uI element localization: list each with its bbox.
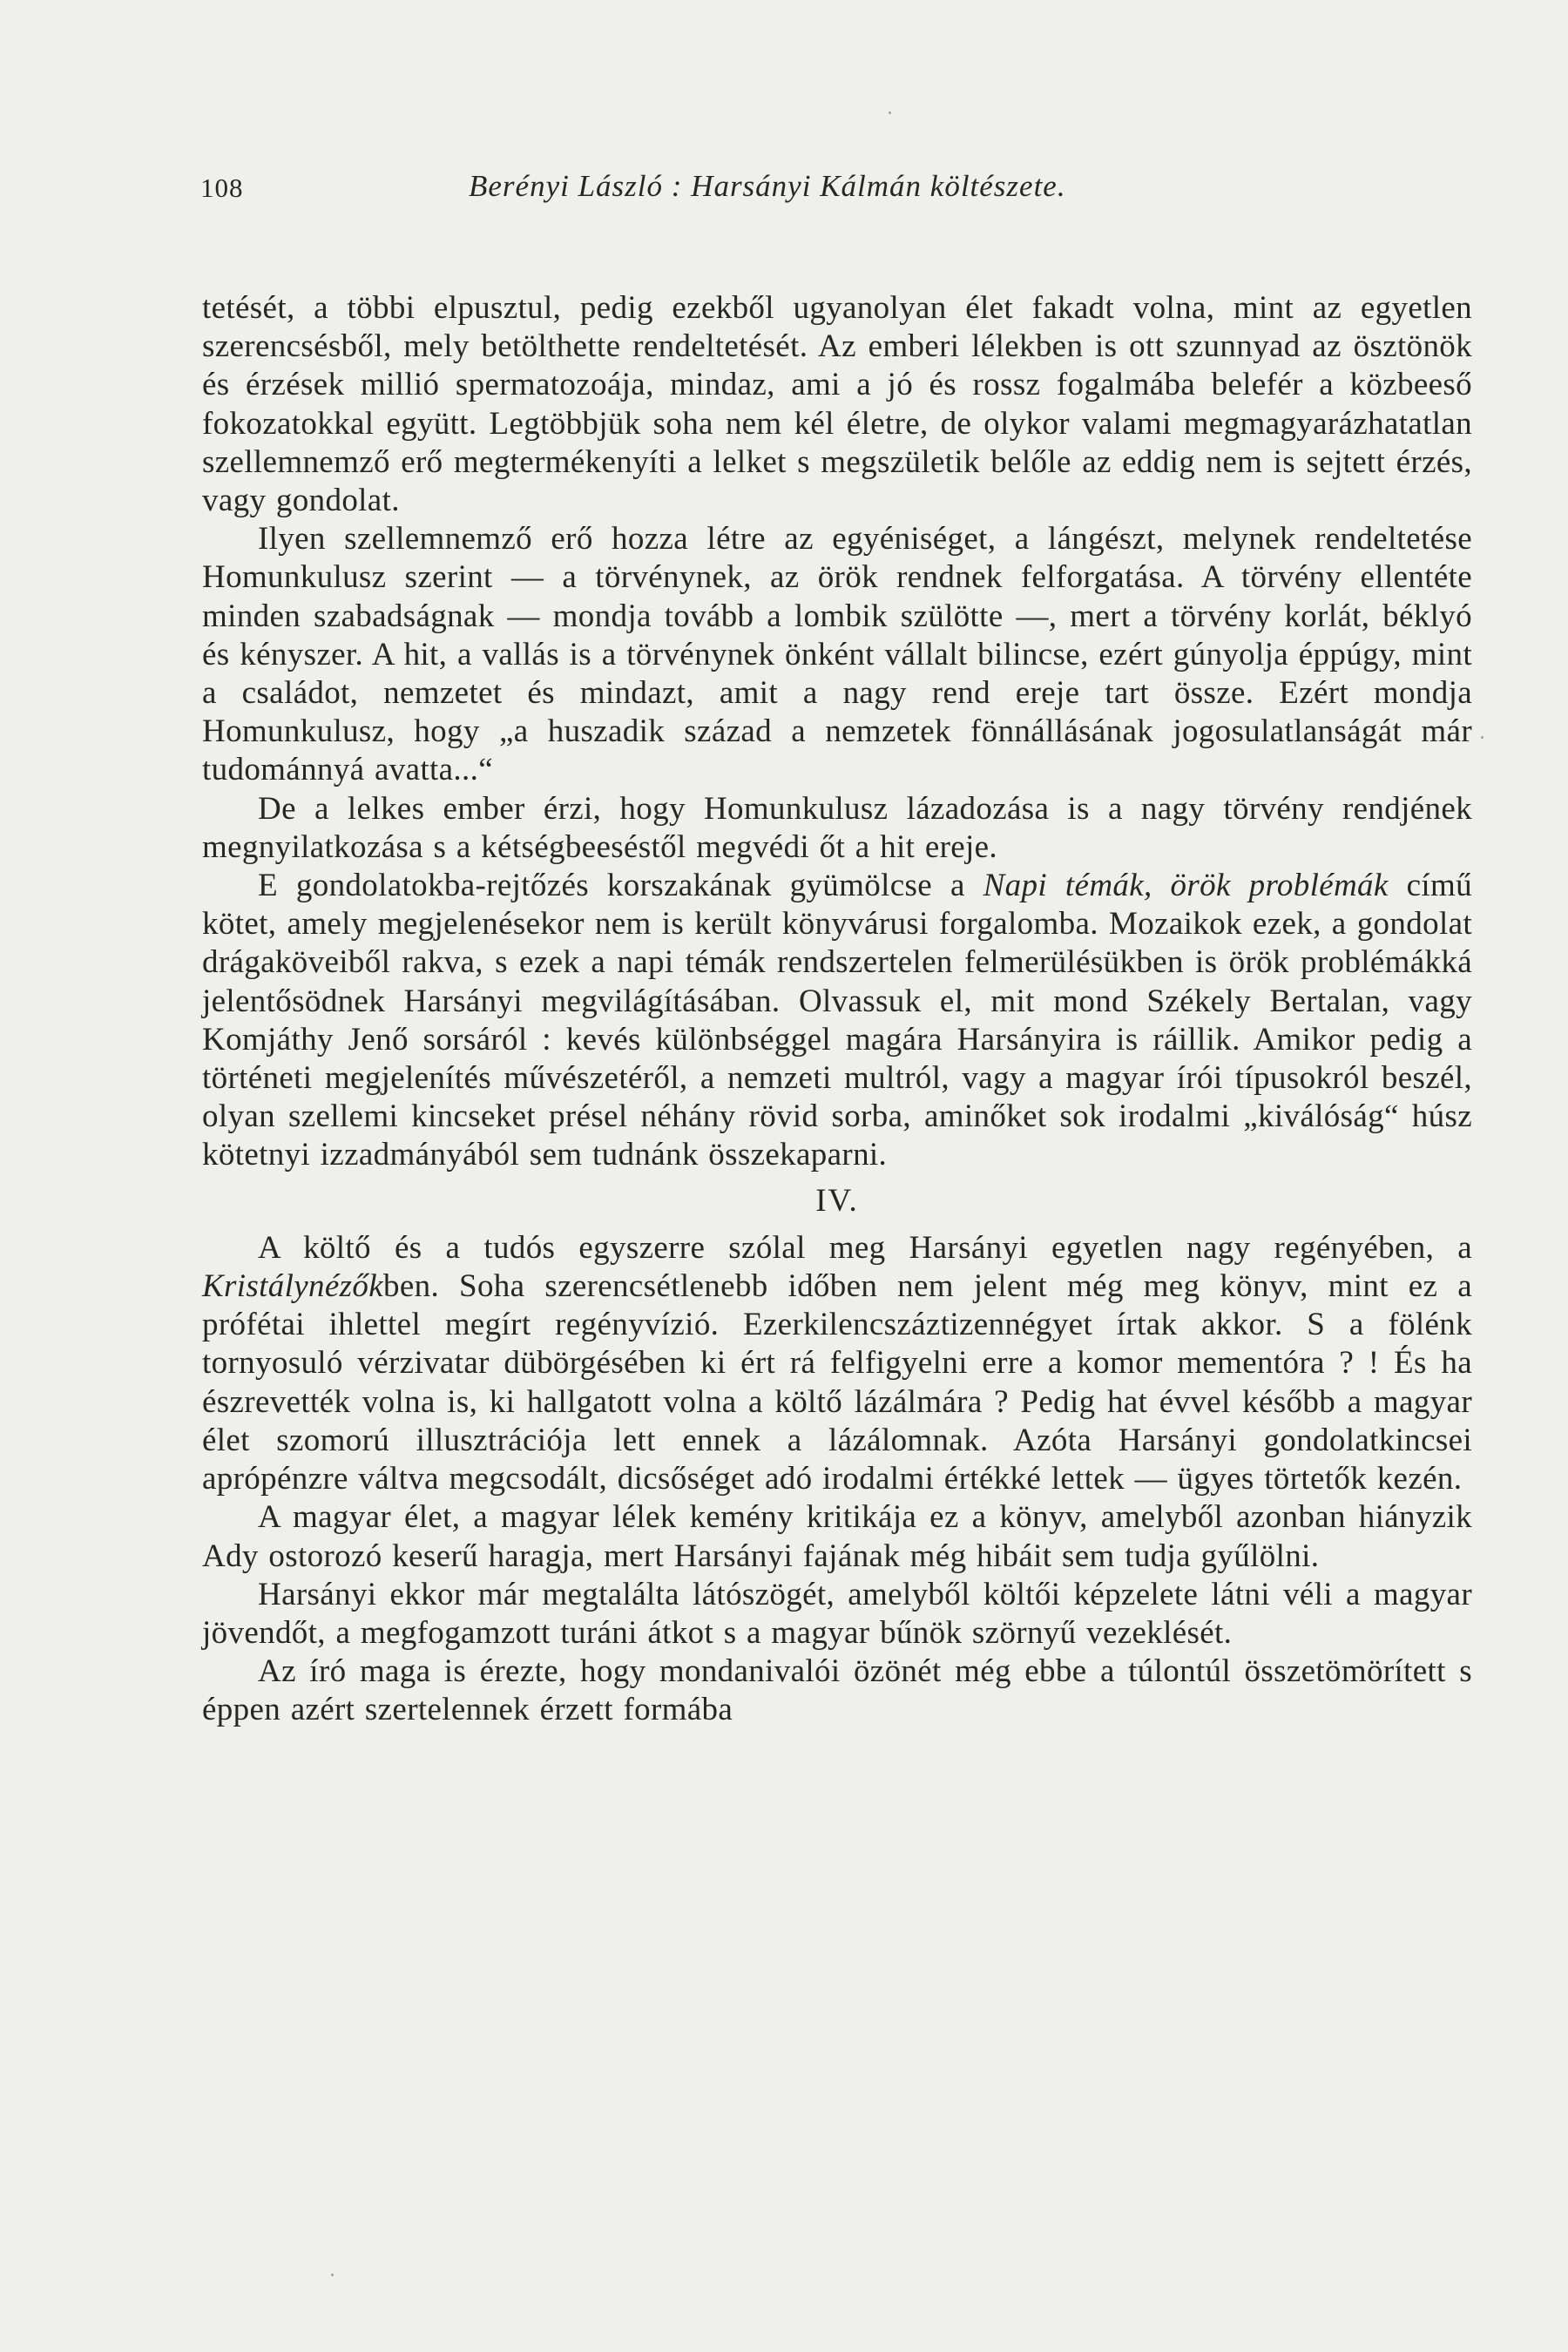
paragraph-5-pre: A költő és a tudós egyszerre szólal meg Harsányi egyetlen nagy regényében, a [258,1229,1472,1266]
book-title-napi-temak: Napi témák, örök problémák [983,868,1389,904]
paragraph-4 [202,867,1472,1175]
paragraph-1: tetését, a többi elpusztul, pedig ezekből ugyanolyan élet fakadt volna, mint az egyetlen szerencsésből, mely betölthette rendeltetését. Az emberi lélekben is ott szunnyad az ösztönök és érzések millió spermatozoája, mindaz, ami a jó és rossz fogalmába belefér a közbeeső fokozatokkal együtt. Legtöbbjük soha nem kél életre, de olykor valami megmagyarázhatatlan szellemnemző erő megtermékenyíti a lelket s megszületik belőle az eddig nem is sejtett érzés, vagy gondolat. [202,290,1472,519]
paragraph-4-post: című kötet, amely megjelenésekor nem is került könyvárusi forgalomba. Mozaikok ezek, a gondolat drágaköveiből rakva, s ezek a napi témák rendszertelen felmerülésükben is örök problémákká jelentősödnek Harsányi megvilágításában. Olvassuk el, mit mond Székely Bertalan, vagy Komjáthy Jenő sorsáról : kevés különbséggel magára Harsányira is ráillik. Amikor pedig a történeti megjelenítés művészetéről, a nemzeti multról, vagy a magyar írói típusokról beszél, olyan szellemi kincseket présel néhány rövid sorba, aminőket sok irodalmi „kiválóság“ húsz kötetnyi izzadmányából sem tudnánk összekaparni. [202,868,1472,1173]
paragraph-7: Harsányi ekkor már megtalálta látószögét, amelyből költői képzelete látni véli a magyar jövendőt, a megfogamzott turáni átkot s a magyar bűnök szörnyű vezeklését. [202,1576,1472,1651]
paragraph-3: De a lelkes ember érzi, hogy Homunkulusz lázadozása is a nagy törvény rendjének megnyilatkozása s a kétségbeeséstől megvédi őt a hit ereje. [202,790,1472,865]
running-head: Berényi László : Harsányi Kálmán költészete. [469,169,1066,203]
section-heading: IV. [815,1182,859,1219]
paragraph-5-post: ben. Soha szerencsétlenebb időben nem jelent még meg könyv, mint ez a prófétai ihlettel megírt regényvízió. Ezerkilencszáztizennégyet írtak akkor. S a fölénk tornyosuló vérzivatar dübörgésében ki ért rá felfigyelni erre a komor mementóra ? ! És ha észrevették volna is, ki hallgatott volna a költő lázálmára ? Pedig hat évvel később a magyar élet szomorú illusztrációja lett ennek a lázálomnak. Azóta Harsányi gondolatkincsei aprópénzre váltva megcsodált, dicsőséget adó irodalmi értékké lettek — ügyes törtetők kezén. [202,1268,1472,1497]
book-title-kristalynezok: Kristálynézők [202,1268,384,1305]
paragraph-8: Az író maga is érezte, hogy mondanivalói özönét még ebbe a túlontúl összetömörített s éppen azért szertelennek érzett formába [202,1653,1472,1728]
paper-speck [889,112,891,114]
paper-speck [331,2274,334,2276]
paragraph-5 [202,1229,1472,1498]
page-header [200,166,1472,218]
paragraph-4-pre: E gondolatokba-rejtőzés korszakának gyümölcse a [258,868,983,904]
body-text [202,289,1472,1730]
paper-speck [1481,736,1484,739]
paragraph-6: A magyar élet, a magyar lélek kemény kritikája ez a könyv, amelyből azonban hiányzik Ady ostorozó keserű haragja, mert Harsányi fajának még hibáit sem tudja gyűlölni. [202,1499,1472,1574]
page-number: 108 [200,172,244,203]
paragraph-2: Ilyen szellemnemző erő hozza létre az egyéniséget, a lángészt, melynek rendeltetése Homunkulusz szerint — a törvénynek, az örök rendnek felforgatása. A törvény ellentéte minden szabadságnak — mondja tovább a lombik szülötte —, mert a törvény korlát, béklyó és kényszer. A hit, a vallás is a törvénynek önként vállalt bilincse, ezért gúnyolja éppúgy, mint a családot, nemzetet és mindazt, amit a nagy rend ereje tart össze. Ezért mondja Homunkulusz, hogy „a huszadik század a nemzetek fönnállásának jogosulatlanságát már tudománnyá avatta...“ [202,521,1472,788]
